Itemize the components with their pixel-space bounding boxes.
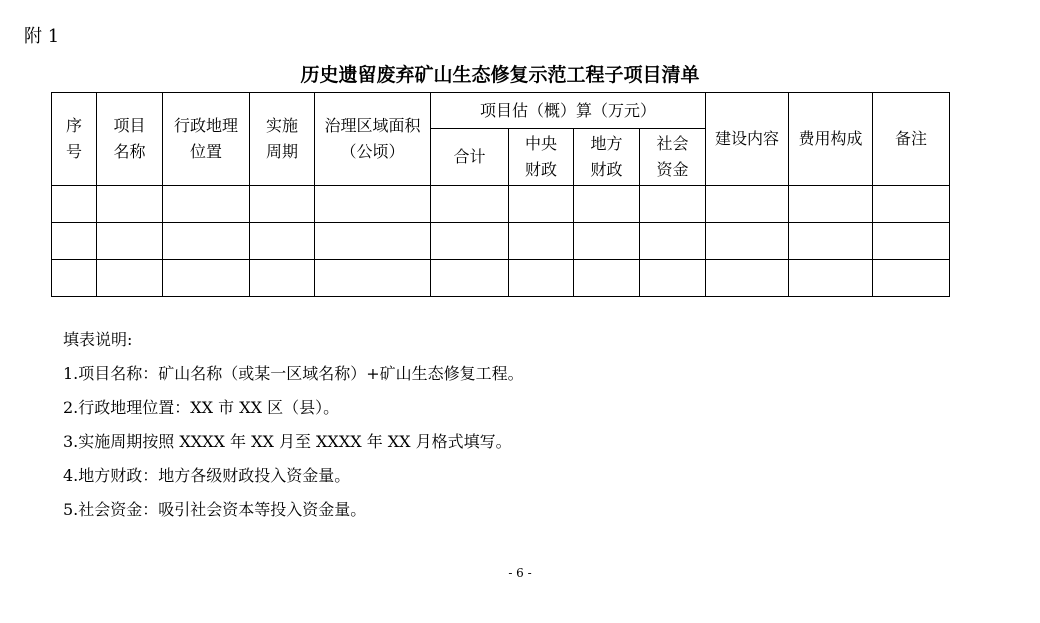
table-cell	[706, 186, 789, 223]
header-remarks: 备注	[873, 93, 950, 186]
table-cell	[640, 260, 706, 297]
header-location-line2: 位置	[189, 142, 222, 161]
table-cell	[789, 186, 873, 223]
table-cell	[52, 260, 97, 297]
table-cell	[509, 223, 574, 260]
header-area-line1: 治理区域面积	[324, 116, 421, 135]
header-seq-line1: 序	[65, 116, 82, 135]
table-row	[52, 260, 950, 297]
header-central-finance	[509, 129, 574, 186]
table-cell	[706, 260, 789, 297]
appendix-label: 附 1	[24, 26, 60, 47]
table-cell	[873, 223, 950, 260]
table-cell	[789, 223, 873, 260]
table-row	[52, 223, 950, 260]
table-cell	[431, 223, 509, 260]
header-local-finance	[574, 129, 640, 186]
table-cell	[574, 186, 640, 223]
table-cell	[250, 223, 315, 260]
table-cell	[97, 186, 163, 223]
instruction-item: 5.社会资金：吸引社会资本等投入资金量。	[63, 500, 367, 519]
header-local-line1: 地方	[590, 134, 623, 153]
table-cell	[706, 223, 789, 260]
instruction-item: 1.项目名称：矿山名称（或某一区域名称）+矿山生态修复工程。	[63, 364, 524, 383]
header-period-line1: 实施	[265, 116, 298, 135]
project-list-table	[51, 92, 950, 297]
table-cell	[97, 260, 163, 297]
table-cell	[574, 223, 640, 260]
table-cell	[509, 260, 574, 297]
instruction-item: 4.地方财政：地方各级财政投入资金量。	[63, 466, 351, 485]
table-cell	[163, 223, 250, 260]
header-period-line2: 周期	[265, 142, 298, 161]
table-cell	[640, 186, 706, 223]
table-cell	[789, 260, 873, 297]
header-period	[250, 93, 315, 186]
table-cell	[431, 260, 509, 297]
header-social-line1: 社会	[656, 134, 689, 153]
header-location	[163, 93, 250, 186]
header-project-name-line2: 名称	[113, 142, 146, 161]
table-cell	[315, 186, 431, 223]
header-local-line2: 财政	[590, 160, 623, 179]
header-area	[315, 93, 431, 186]
header-social-funds	[640, 129, 706, 186]
table-cell	[250, 186, 315, 223]
table-cell	[509, 186, 574, 223]
table-cell	[163, 186, 250, 223]
header-location-line1: 行政地理	[173, 116, 238, 135]
table-cell	[431, 186, 509, 223]
header-project-name-line1: 项目	[113, 116, 146, 135]
header-project-name	[97, 93, 163, 186]
header-seq	[52, 93, 97, 186]
table-cell	[640, 223, 706, 260]
table-cell	[97, 223, 163, 260]
table-cell	[250, 260, 315, 297]
header-seq-line2: 号	[65, 142, 82, 161]
header-estimate-group: 项目估（概）算（万元）	[431, 93, 706, 129]
instructions-heading: 填表说明:	[63, 330, 133, 349]
table-cell	[873, 186, 950, 223]
instruction-item: 3.实施周期按照 XXXX 年 XX 月至 XXXX 年 XX 月格式填写。	[63, 432, 512, 451]
table-header-row	[52, 93, 950, 129]
document-title: 历史遗留废弃矿山生态修复示范工程子项目清单	[300, 64, 700, 86]
instruction-item: 2.行政地理位置：XX 市 XX 区（县）。	[63, 398, 340, 417]
header-cost-structure: 费用构成	[789, 93, 873, 186]
header-total: 合计	[431, 129, 509, 186]
header-construction: 建设内容	[706, 93, 789, 186]
header-central-line1: 中央	[524, 134, 557, 153]
table-cell	[163, 260, 250, 297]
table-cell	[52, 186, 97, 223]
table-row	[52, 186, 950, 223]
filling-instructions	[63, 326, 524, 530]
table-cell	[574, 260, 640, 297]
table-cell	[52, 223, 97, 260]
header-area-line2: （公顷）	[340, 142, 405, 161]
table-cell	[315, 260, 431, 297]
header-social-line2: 资金	[656, 160, 689, 179]
table-cell	[873, 260, 950, 297]
header-central-line2: 财政	[524, 160, 557, 179]
page-number: - 6 -	[508, 566, 532, 580]
table-cell	[315, 223, 431, 260]
